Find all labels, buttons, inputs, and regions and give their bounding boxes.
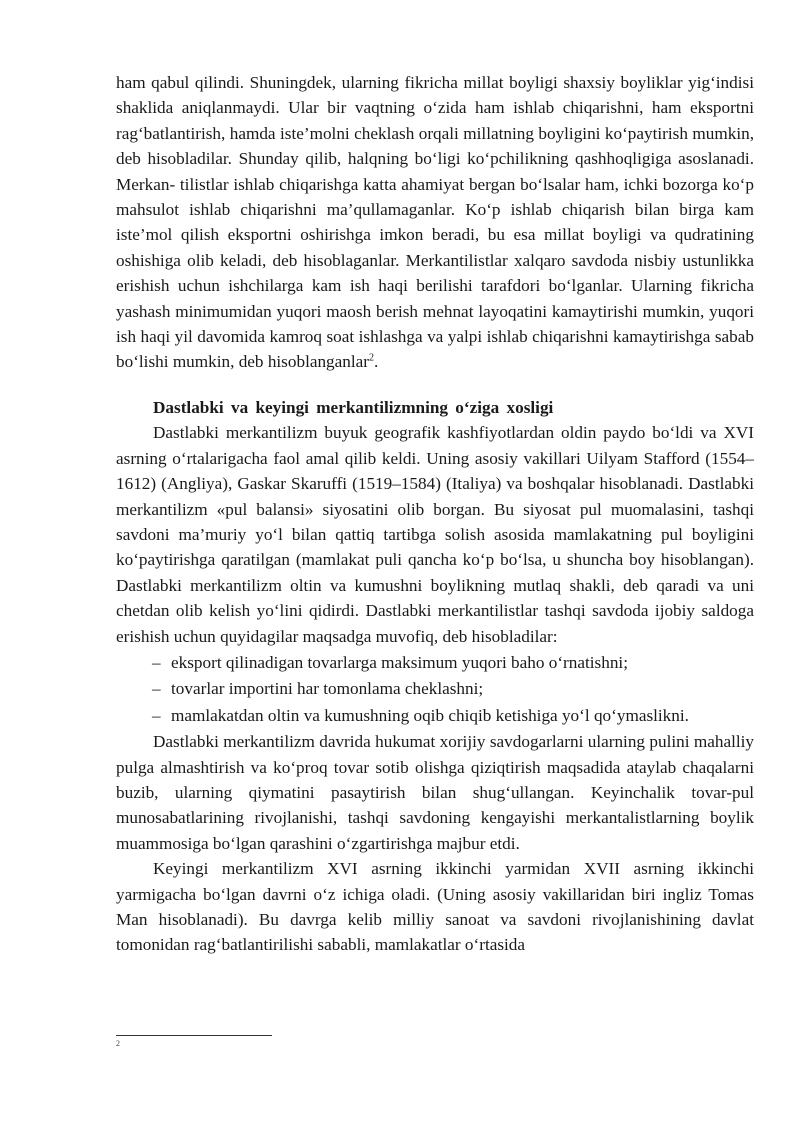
footnote-number: 2 — [116, 1039, 120, 1048]
paragraph-1-text: ham qabul qilindi. Shuningdek, ularning fikricha millat boyligi shaxsiy boyliklar yig‘indisi shaklida aniqlanmaydi. Ular bir vaqtning o‘zida ham ishlab chiqarishni, ham eksportni rag‘batlantirish, hamda iste’molni cheklash orqali millatning boyligini ko‘paytirish mumkin, deb hisobladilar. Shunday qilib, halqning bo‘ligi ko‘pchilikning qashhoqligiga asoslanadi. Merkan- tilistlar ishlab chiqarishga katta ahamiyat bergan bo‘lsalar ham, ichki bozorga ko‘p mahsulot ishlab chiqarishni ma’qullamaganlar. Ko‘p ishlab chiqarish bilan birga kam iste’mol qilish eksportni oshirishga imkon beradi, bu esa millat boyligi va qudratining oshishiga olib keladi, deb hisoblaganlar. Merkantilistlar xalqaro savdoda nisbiy ustunlikka erishish uchun ishchilarga kam ish haqi berilishi tarafdori bo‘lganlar. Ularning fikricha yashash minimumidan yuqori maosh berish mehnat layoqatini kamaytirishi mumkin, yuqori ish haqi yil davomida kamroq soat ishlashga va yalpi ishlab chiqarishni kamaytirishga sabab bo‘lishi mumkin, deb hisoblanganlar — [116, 73, 754, 372]
section-heading: Dastlabki va keyingi merkantilizmning o‘ziga xosligi — [153, 397, 554, 417]
paragraph-3: Dastlabki merkantilizm davrida hukumat xorijiy savdogarlarni ularning pulini mahalliy pulga almashtirish va ko‘proq tovar sotib olishga qiziqtirish maqsadida ataylab chaqalarni buzib, ularning qiymatini pasaytirish bilan shug‘ullangan. Keyinchalik tovar-pul munosabatlarining rivojlanishi, tashqi savdoning kengayishi merkantalistlarning boylik muammosiga bo‘lgan qarashini o‘zgartirishga majbur etdi. — [116, 732, 754, 853]
list-item-text: tovarlar importini har tomonlama cheklashni; — [171, 679, 484, 699]
list-item-text: eksport qilinadigan tovarlarga maksimum yuqori baho o‘rnatishni; — [171, 652, 628, 672]
list-item-text: mamlakatdan oltin va kumushning oqib chiqib ketishiga yo‘l qo‘ymaslikni. — [171, 705, 689, 725]
paragraph-1 — [116, 70, 754, 375]
list-item — [116, 650, 754, 675]
list-item — [116, 703, 754, 728]
paragraph-2: Dastlabki merkantilizm buyuk geografik kashfiyotlardan oldin paydo bo‘ldi va XVI asrning o‘rtalarigacha faol amal qilib keldi. Uning asosiy vakillari Uilyam Stafford (1554–1612) (Angliya), Gaskar Skaruffi (1519–1584) (Italiya) va boshqalar hisoblanadi. Dastlabki merkantilizm «pul balansi» siyosatini olib borgan. Bu siyosat pul muomalasini, tashqi savdoni ma’muriy yo‘l bilan qattiq tartibga solish asosida mamlakatning pul boyligini ko‘paytirishga qaratilgan (mamlakat puli qancha ko‘p bo‘lsa, u shuncha boy hisoblangan). Dastlabki merkantilizm oltin va kumushni boylikning mutlaq shakli, deb qaradi va uni chetdan olib kelish yo‘lini qidirdi. Dastlabki merkantilistlar tashqi savdoda ijobiy saldoga erishish uchun quyidagilar maqsadga muvofiq, deb hisobladilar: — [116, 423, 754, 646]
dash-bullet: – — [152, 705, 161, 725]
paragraph-1-end: . — [374, 352, 379, 372]
list-item — [116, 676, 754, 701]
footnote-reference[interactable]: 2 — [369, 352, 375, 364]
paragraph-4: Keyingi merkantilizm XVI asrning ikkinchi yarmidan XVII asrning ikkinchi yarmigacha bo‘lgan davrni o‘z ichiga oladi. (Uning asosiy vakillaridan biri ingliz Tomas Man hisoblanadi). Bu davrga kelib milliy sanoat va savdoni rivojlanishining davlat tomonidan rag‘batlantirilishi sababli, mamlakatlar o‘rtasida — [116, 859, 754, 955]
footnote-separator — [116, 1035, 272, 1036]
dash-bullet: – — [152, 652, 161, 672]
document-page — [116, 70, 754, 958]
dash-list — [116, 650, 754, 728]
dash-bullet: – — [152, 679, 161, 699]
